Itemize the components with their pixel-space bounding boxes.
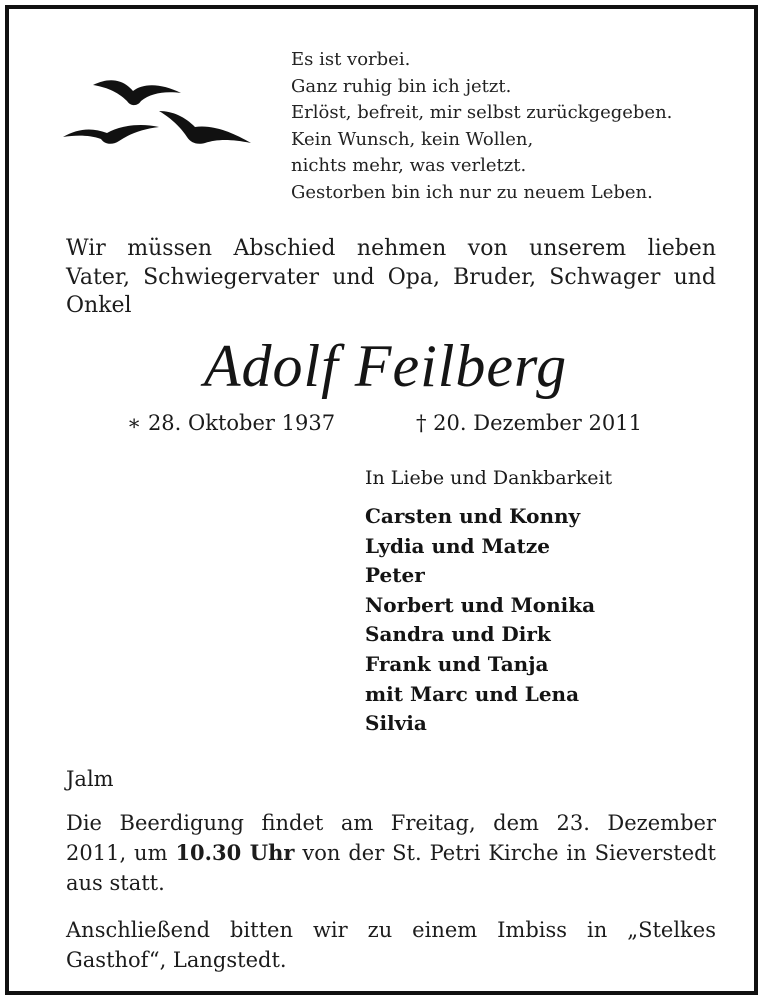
place-name: Jalm [66, 767, 114, 791]
bird-icon [63, 125, 159, 144]
deceased-name: Adolf Feilberg [203, 333, 568, 399]
reception-notice [66, 915, 716, 975]
reception-line: Anschließend bitten wir zu einem Imbiss in „Stelkes [66, 918, 716, 942]
bird-icon [93, 80, 181, 105]
poem-line: Ganz ruhig bin ich jetzt. [291, 75, 512, 97]
mourner-name: Carsten und Konny [365, 504, 581, 528]
funeral-line [66, 838, 716, 868]
birth-date: ∗ 28. Oktober 1937 [127, 411, 336, 435]
poem-line: Gestorben bin ich nur zu neuem Leben. [291, 181, 653, 203]
intro-line: Onkel [66, 293, 132, 318]
intro-text [66, 235, 716, 321]
intro-line: Vater, Schwiegervater und Opa, Bruder, Schwager und [66, 264, 716, 290]
funeral-line: Die Beerdigung findet am Freitag, dem 23. Dezember [66, 811, 716, 835]
obituary-frame [5, 5, 758, 995]
poem-line: Erlöst, befreit, mir selbst zurückgegeben. [291, 102, 673, 124]
mourner-name: Peter [365, 563, 425, 588]
mourners-list [365, 502, 595, 739]
funeral-notice [66, 808, 716, 898]
funeral-church: von der St. Petri Kirche in Sieverstedt [294, 841, 716, 865]
flying-birds-icon [61, 73, 256, 153]
reception-line: Gasthof“, Langstedt. [66, 948, 287, 972]
poem [291, 47, 741, 207]
death-date: † 20. Dezember 2011 [416, 411, 642, 435]
mourner-name: mit Marc und Lena [365, 681, 580, 706]
bird-icon [159, 111, 251, 144]
funeral-year: 2011, um [66, 841, 176, 865]
mourner-name: Frank und Tanja [365, 651, 549, 676]
mourners-heading: In Liebe und Dankbarkeit [365, 467, 613, 489]
mourner-name: Lydia und Matze [365, 533, 550, 558]
mourner-name: Sandra und Dirk [365, 622, 551, 647]
poem-line: Es ist vorbei. [291, 49, 411, 70]
poem-line: Kein Wunsch, kein Wollen, [291, 128, 534, 150]
mourner-name: Silvia [365, 711, 427, 736]
funeral-time: 10.30 Uhr [175, 840, 295, 865]
poem-line: nichts mehr, was verletzt. [291, 155, 527, 177]
funeral-line: aus statt. [66, 871, 165, 895]
mourner-name: Norbert und Monika [365, 592, 596, 617]
intro-line: Wir müssen Abschied nehmen von unserem lieben [66, 236, 716, 261]
